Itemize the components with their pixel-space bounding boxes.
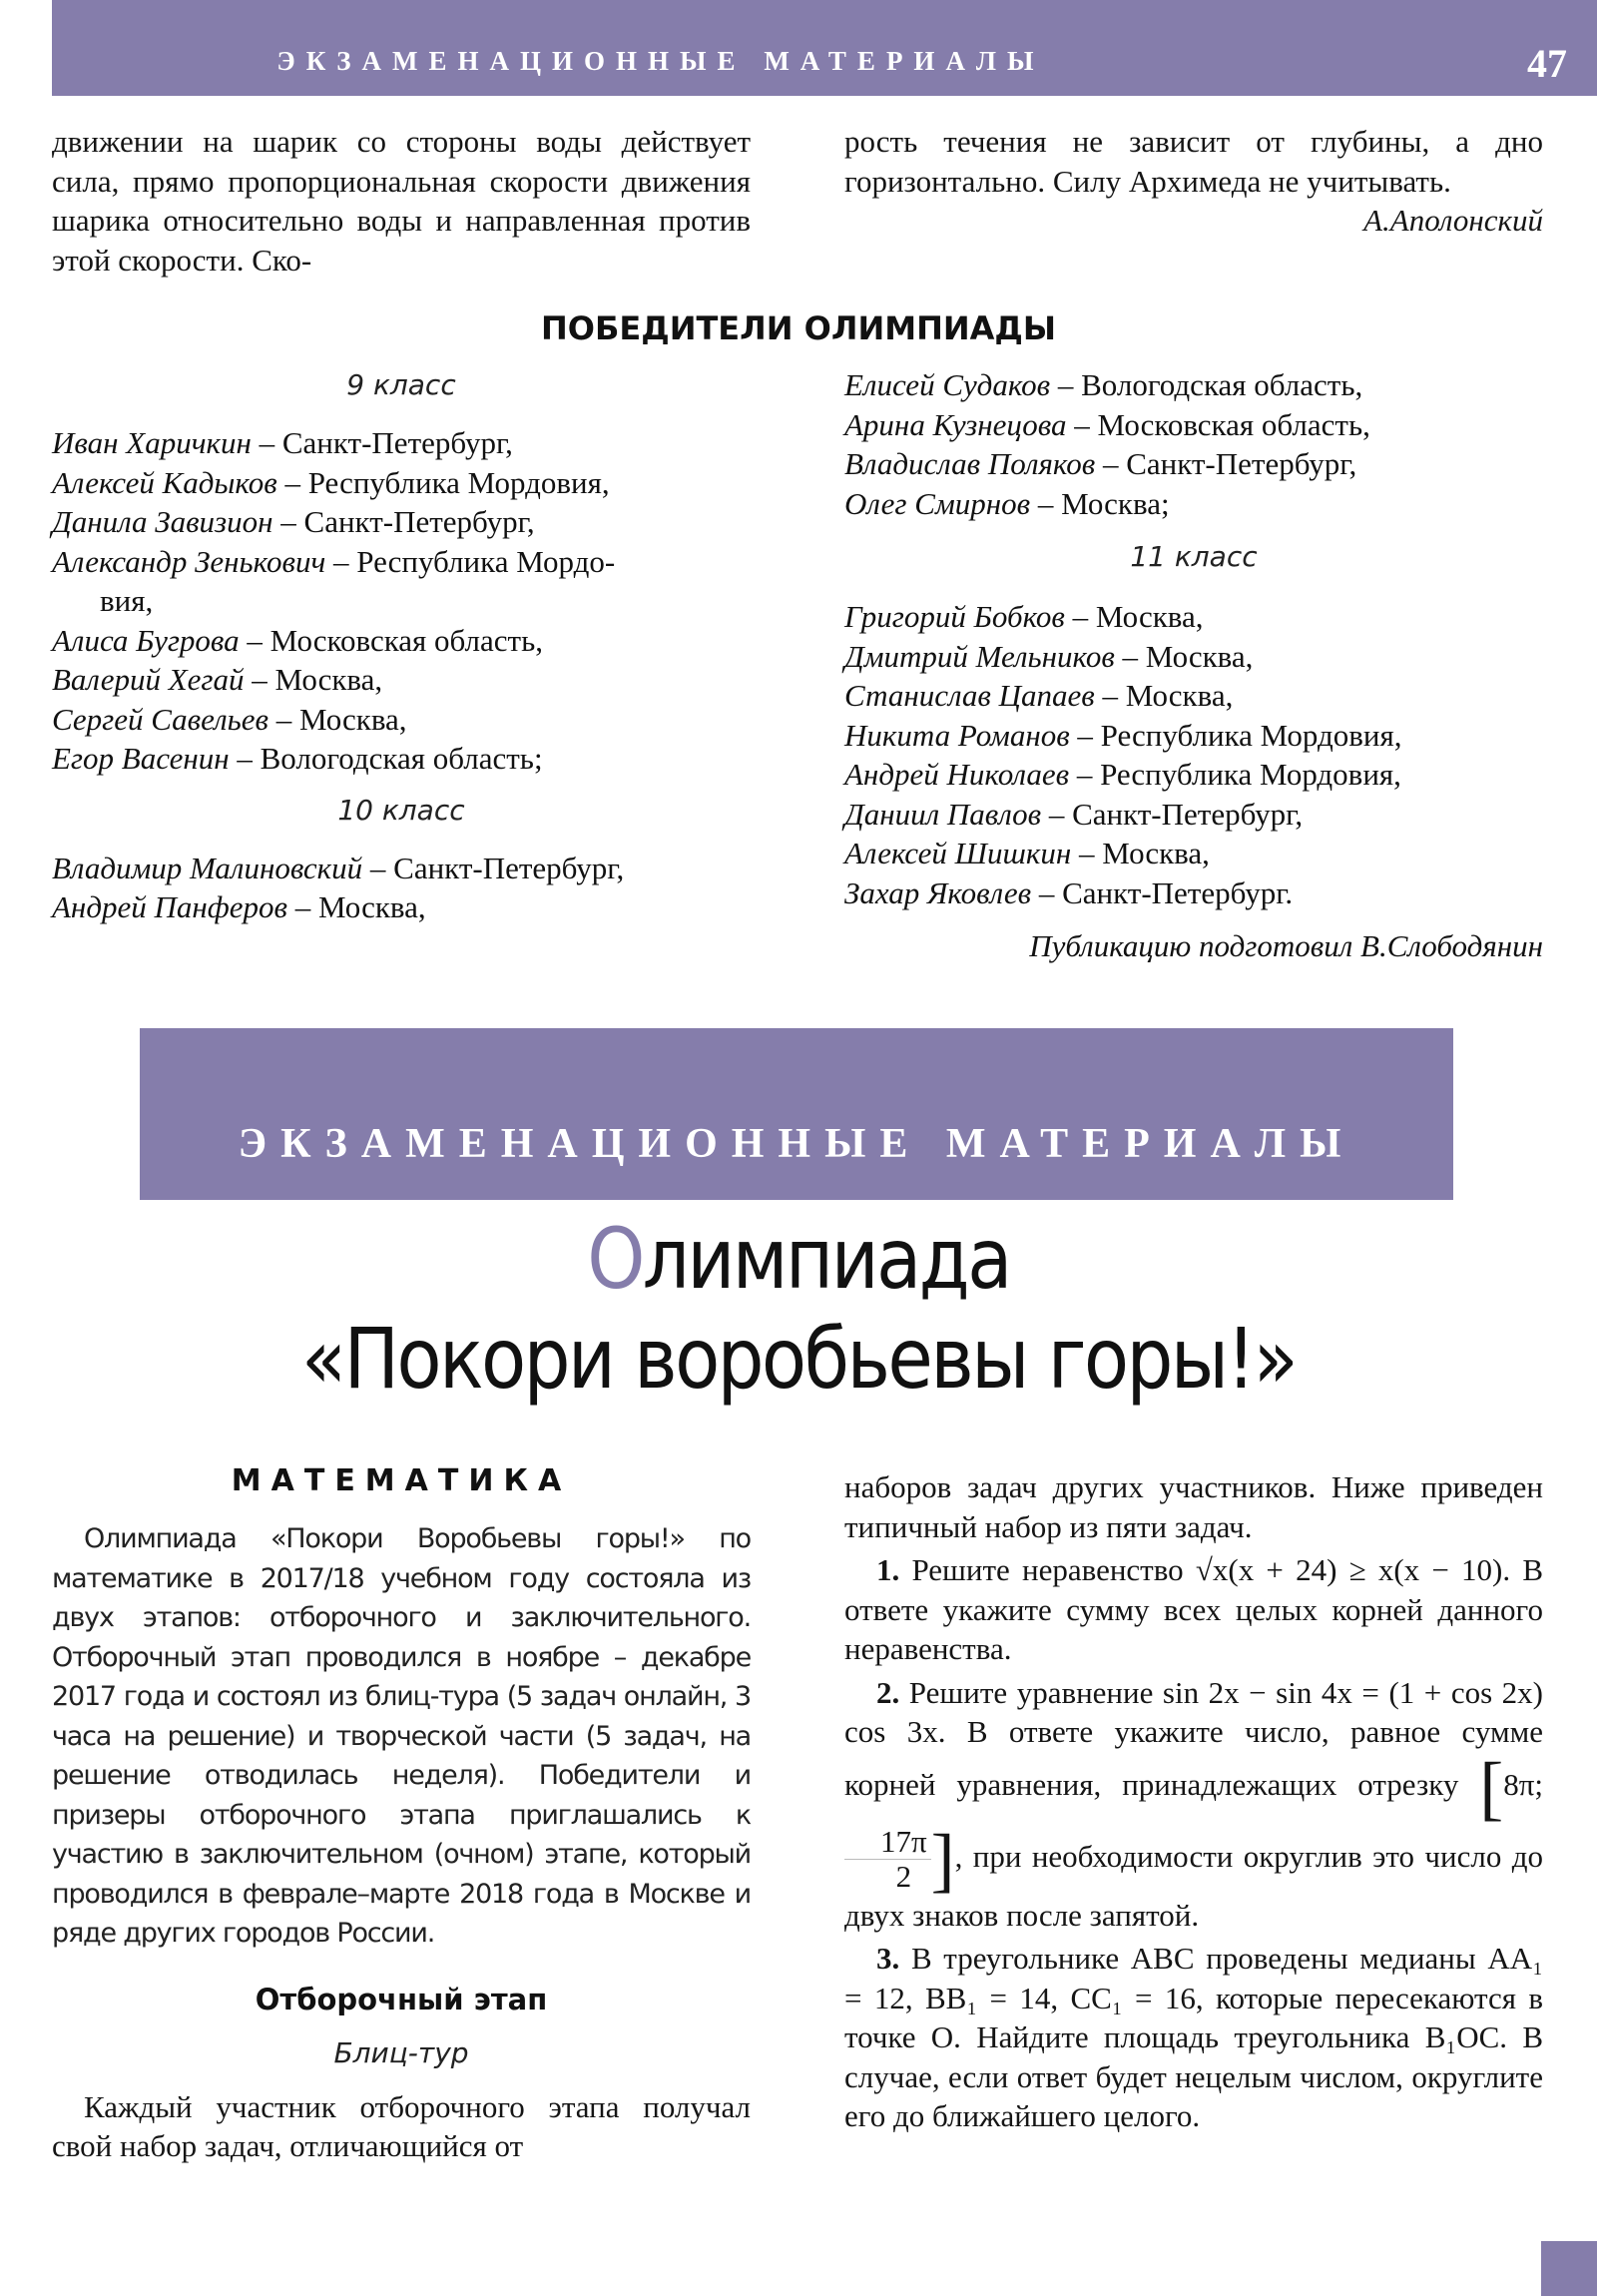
blitz-intro-left: Каждый участник отборочного этапа получал свой набор задач, отличающийся от bbox=[52, 2088, 751, 2163]
winner-entry: Алексей Шишкин – Москва, bbox=[844, 836, 1210, 870]
article-left-column bbox=[52, 1459, 751, 2166]
winner-entry: Сергей Савельев – Москва, bbox=[52, 701, 407, 737]
winner-entry: Арина Кузнецова – Московская область, bbox=[844, 406, 1370, 442]
winner-entry: Даниил Павлов – Санкт-Петербург, bbox=[844, 796, 1304, 832]
section-banner bbox=[140, 1028, 1453, 1200]
winners-right-column bbox=[844, 365, 1543, 966]
page-number: 47 bbox=[1527, 41, 1567, 86]
winner-entry: Иван Харичкин – Санкт-Петербург, bbox=[52, 425, 513, 460]
winner-entry: Олег Смирнов – Москва; bbox=[844, 485, 1170, 521]
task-3: 3. В треугольнике ABC проведены медианы AA₁ = 12, BB₁ = 14, CC₁ = 16, которые пересекаются в точке O. Найдите площадь треугольника B₁OC. В случае, если ответ будет нецелым числом, округлите его до ближайшего целого. bbox=[844, 1941, 1543, 2133]
winner-entry: Валерий Хегай – Москва, bbox=[52, 662, 383, 697]
article-right-column bbox=[844, 1467, 1543, 2136]
winner-entry: Данила Завизион – Санкт-Петербург, bbox=[52, 504, 535, 539]
winner-entry: Андрей Панферов – Москва, bbox=[52, 889, 426, 924]
subject-heading: МАТЕМАТИКА bbox=[231, 1463, 572, 1498]
prev-article-left-column bbox=[52, 122, 751, 280]
winner-entry: Дмитрий Мельников – Москва, bbox=[844, 638, 1254, 674]
winner-entry: Григорий Бобков – Москва, bbox=[844, 599, 1204, 634]
blitz-intro-right: наборов задач других участников. Ниже приведен типичный набор из пяти задач. bbox=[844, 1469, 1543, 1544]
prev-article-author: А.Аполонский bbox=[1363, 203, 1543, 238]
winner-entry: Александр Зенькович – Республика Мордо- вия, bbox=[52, 543, 616, 618]
winner-entry: Андрей Николаев – Республика Мордовия, bbox=[844, 757, 1401, 792]
article-title-line-1 bbox=[96, 1210, 1501, 1308]
winner-entry: Владимир Малиновский – Санкт-Петербург, bbox=[52, 850, 625, 885]
running-header bbox=[52, 0, 1597, 96]
publisher-note: Публикацию подготовил В.Слободянин bbox=[1029, 928, 1543, 963]
winner-entry: Владислав Поляков – Санкт-Петербург, bbox=[844, 446, 1357, 481]
winner-entry: Егор Васенин – Вологодская область; bbox=[52, 741, 543, 776]
round-heading: Блиц-тур bbox=[333, 2035, 469, 2069]
running-header-title: ЭКЗАМЕНАЦИОННЫЕ МАТЕРИАЛЫ bbox=[276, 46, 1045, 76]
winner-entry: Елисей Судаков – Вологодская область, bbox=[844, 367, 1363, 402]
section-banner-title: ЭКЗАМЕНАЦИОННЫЕ МАТЕРИАЛЫ bbox=[238, 1121, 1355, 1167]
page-corner-marker bbox=[1541, 2241, 1597, 2296]
winner-entry: Станислав Цапаев – Москва, bbox=[844, 678, 1234, 713]
winners-title: ПОБЕДИТЕЛИ ОЛИМПИАДЫ bbox=[540, 309, 1057, 347]
intro-paragraph: Олимпиада «Покори Воробьевы горы!» по математике в 2017/18 учебном году состояла из двух этапов: отборочного и заключительного. Отборочный этап проводился в ноябре – декабре 2017 года и состоял из блиц-тура (5 задач онлайн, 3 часа на решение) и творческой части (5 задач, на решение отводилась неделя). Победители и призеры отборочного этапа приглашались к участию в заключительном (очном) этапе, который проводился в феврале–марте 2018 года в Москве и ряде других городов России. bbox=[52, 1523, 751, 1949]
grade-9-heading: 9 класс bbox=[346, 368, 456, 401]
article-title-line-2: «Покори воробьевы горы!» bbox=[300, 1310, 1297, 1408]
prev-article-right-column bbox=[844, 122, 1543, 241]
interval-fraction: $\frac{17\pi}{2}$ bbox=[844, 1825, 931, 1894]
task-2-formula: sin 2x − sin 4x = (1 + cos 2x) cos 3x bbox=[844, 1674, 1544, 1749]
prev-article-left-text: движении на шарик со стороны воды действует сила, прямо пропорциональная скорости движения шарика относительно воды и направленная против этой скорости. Ско- bbox=[52, 124, 751, 278]
winner-entry: Алиса Бугрова – Московская область, bbox=[52, 622, 543, 658]
grade-10-heading: 10 класс bbox=[337, 793, 465, 827]
title-rest: лимпиада bbox=[642, 1210, 1010, 1308]
task-1-formula: √x(x + 24) ≥ x(x − 10) bbox=[1195, 1552, 1503, 1587]
prev-article-right-text: рость течения не зависит от глубины, а дно горизонтально. Силу Архимеда не учитывать. bbox=[844, 124, 1543, 199]
winner-entry: Алексей Кадыков – Республика Мордовия, bbox=[52, 464, 610, 500]
title-accent-letter: О bbox=[587, 1210, 643, 1308]
winner-entry: Никита Романов – Республика Мордовия, bbox=[844, 717, 1402, 753]
winners-left-column bbox=[52, 365, 751, 927]
task-2: 2. Решите уравнение sin 2x − sin 4x = (1 + cos 2x) cos 3x. В ответе укажите число, равное сумме корней уравнения, принадлежащих отрезку [8π; $\frac{17\pi}{2}$ ], при необходимости округлив это число до двух знаков после запятой. bbox=[844, 1674, 1544, 1933]
task-1: 1. Решите неравенство √x(x + 24) ≥ x(x − 10). В ответе укажите сумму всех целых корней данного неравенства. bbox=[844, 1552, 1544, 1666]
winner-entry: Захар Яковлев – Санкт-Петербург. bbox=[844, 874, 1294, 910]
grade-11-heading: 11 класс bbox=[1130, 540, 1258, 573]
stage-heading: Отборочный этап bbox=[255, 1982, 548, 2016]
